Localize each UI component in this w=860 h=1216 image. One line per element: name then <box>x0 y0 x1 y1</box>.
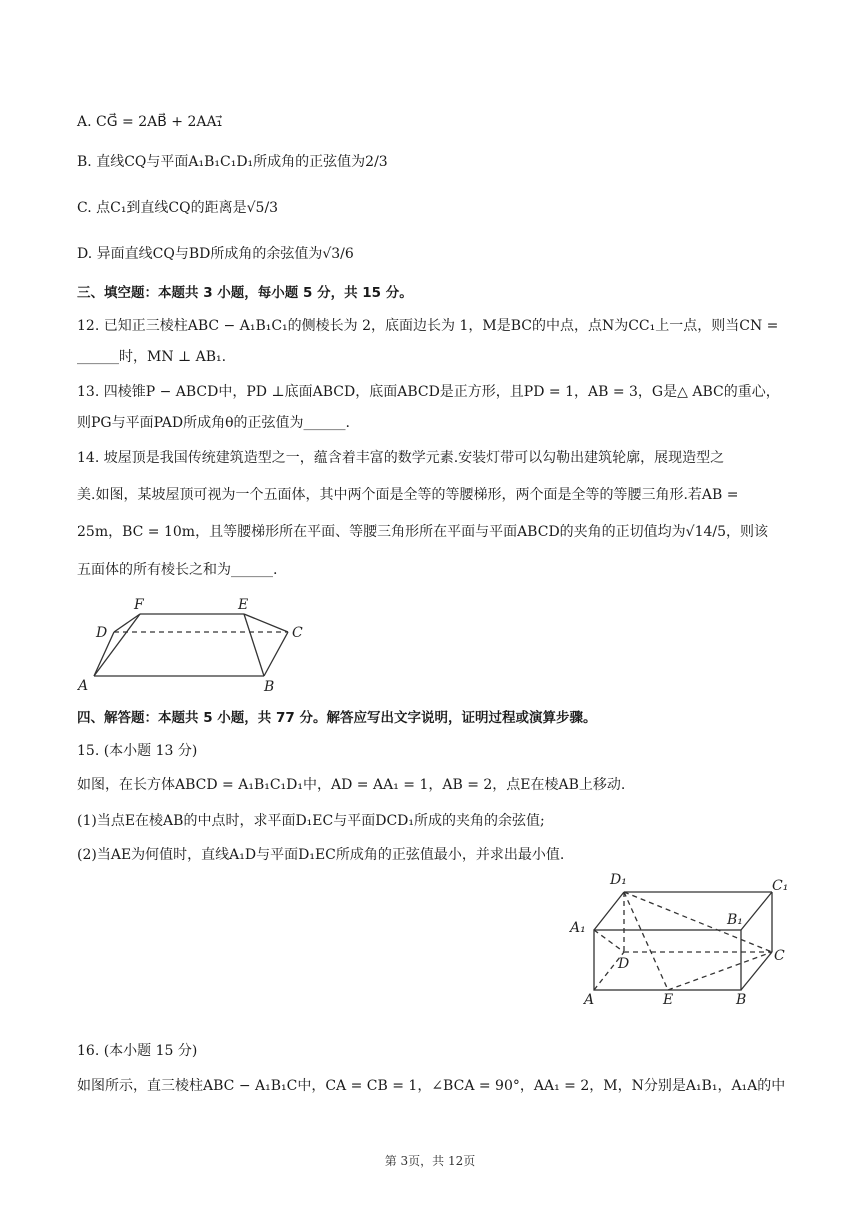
edge-eb <box>244 614 264 676</box>
front-face <box>594 930 741 990</box>
section-3-heading: 三、填空题：本题共 3 小题，每小题 5 分，共 15 分。 <box>77 285 413 301</box>
label-b: B <box>264 679 275 695</box>
question-15-stem: 如图，在长方体ABCD = A₁B₁C₁D₁中，AD = AA₁ = 1，AB = 2，点E在棱AB上移动. <box>77 777 626 793</box>
option-c: C. 点C₁到直线CQ的距离是√5/3 <box>77 200 279 216</box>
question-16-stem: 如图所示，直三棱柱ABC − A₁B₁C中，CA = CB = 1，∠BCA = 90°，AA₁ = 2，M，N分别是A₁B₁，A₁A的中 <box>77 1078 786 1094</box>
question-12-line-1: 12. 已知正三棱柱ABC − A₁B₁C₁的侧棱长为 2，底面边长为 1，M是BC的中点，点N为CC₁上一点，则当CN = <box>77 318 779 334</box>
option-d: D. 异面直线CQ与BD所成角的余弦值为√3/6 <box>77 246 354 262</box>
label-e: E <box>238 597 249 613</box>
question-13-line-2: 则PG与平面PAD所成角θ的正弦值为______. <box>77 415 350 431</box>
option-b: B. 直线CQ与平面A₁B₁C₁D₁所成角的正弦值为2/3 <box>77 154 388 170</box>
edge-a1d-hidden <box>594 930 624 952</box>
label-d: D <box>96 625 108 641</box>
label-a1: A₁ <box>570 920 586 936</box>
label-c: C <box>292 625 303 641</box>
edge-af <box>94 614 140 676</box>
edge-ec <box>244 614 288 632</box>
label-e: E <box>663 992 674 1008</box>
question-14-line-3: 25m，BC = 10m，且等腰梯形所在平面、等腰三角形所在平面与平面ABCD的夹角的正切值均为√14/5，则该 <box>77 524 769 540</box>
option-a: A. CG⃗ = 2AB⃗ + 2AA₁⃗ <box>77 114 223 130</box>
label-b1: B₁ <box>727 912 743 928</box>
label-a: A <box>584 992 595 1008</box>
label-c: C <box>774 948 785 964</box>
question-15-part-1: (1)当点E在棱AB的中点时，求平面D₁EC与平面DCD₁所成的夹角的余弦值; <box>77 813 545 829</box>
question-13-line-1: 13. 四棱锥P − ABCD中，PD ⊥底面ABCD，底面ABCD是正方形，且PD = 1，AB = 3，G是△ ABC的重心， <box>77 384 780 400</box>
question-14-line-4: 五面体的所有棱长之和为______. <box>77 562 278 578</box>
roof-figure <box>74 592 314 696</box>
section-4-heading: 四、解答题：本题共 5 小题，共 77 分。解答应写出文字说明，证明过程或演算步骤。 <box>77 710 597 726</box>
page-footer: 第 3页，共 12页 <box>384 1154 476 1168</box>
box-figure <box>560 862 800 1010</box>
question-12-line-2: ______时，MN ⊥ AB₁. <box>77 349 227 365</box>
edge-bc <box>264 632 288 676</box>
edge-df <box>114 614 140 632</box>
label-d: D <box>618 956 630 972</box>
label-c1: C₁ <box>772 878 789 894</box>
question-15-title: 15. (本小题 13 分) <box>77 743 198 759</box>
label-f: F <box>134 597 144 613</box>
edge-b1c1 <box>741 892 772 930</box>
label-d1: D₁ <box>610 872 627 888</box>
question-16-title: 16. (本小题 15 分) <box>77 1043 198 1059</box>
question-14-line-1: 14. 坡屋顶是我国传统建筑造型之一，蕴含着丰富的数学元素.安装灯带可以勾勒出建筑轮廓，展现造型之 <box>77 450 725 466</box>
label-b: B <box>736 992 747 1008</box>
label-a: A <box>78 678 89 694</box>
edge-a1d1 <box>594 892 624 930</box>
question-14-line-2: 美.如图，某坡屋顶可视为一个五面体，其中两个面是全等的等腰梯形，两个面是全等的等腰三角形.若AB = <box>77 487 739 503</box>
question-15-part-2: (2)当AE为何值时，直线A₁D与平面D₁EC所成角的正弦值最小，并求出最小值. <box>77 847 565 863</box>
